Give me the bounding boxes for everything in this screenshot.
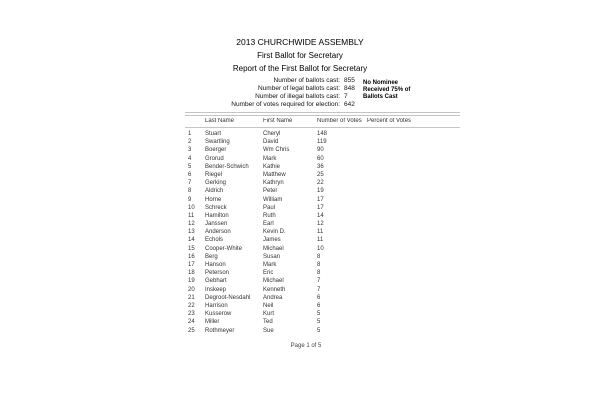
cell-first: William xyxy=(263,196,283,203)
cell-votes: 19 xyxy=(317,188,324,195)
cell-first: Kevin D. xyxy=(263,229,286,236)
table-row xyxy=(185,261,460,269)
column-header-percent-of-votes: Percent of Votes xyxy=(367,118,412,124)
cell-votes: 5 xyxy=(317,319,321,326)
cell-percent xyxy=(367,228,460,236)
cell-percent xyxy=(367,277,460,285)
column-header-rank xyxy=(185,118,205,124)
cell-last: Bender-Schwich xyxy=(205,163,249,170)
note-line: No Nominee xyxy=(363,80,399,86)
cell-rank: 23 xyxy=(188,311,195,318)
note-line: Ballots Cast xyxy=(363,93,398,100)
cell-last: Hamilton xyxy=(205,212,229,219)
no-nominee-note xyxy=(363,80,433,100)
table-row xyxy=(185,327,460,335)
cell-rank: 14 xyxy=(188,237,195,244)
cell-percent xyxy=(367,187,460,195)
cell-first: Peter xyxy=(263,188,278,195)
cell-first: Ruth xyxy=(263,212,276,219)
cell-percent xyxy=(367,318,460,326)
cell-votes: 8 xyxy=(317,253,321,260)
cell-rank: 2 xyxy=(188,139,192,146)
cell-rank: 4 xyxy=(188,155,192,162)
cell-last: Hanson xyxy=(205,262,226,268)
table-row xyxy=(185,138,460,146)
cell-last: Berg xyxy=(205,253,218,260)
cell-rank: 21 xyxy=(188,294,195,301)
cell-last: Harrison xyxy=(205,302,228,309)
cell-first: Kathryn xyxy=(263,180,284,187)
assembly-title: 2013 CHURCHWIDE ASSEMBLY xyxy=(236,37,364,47)
cell-rank: 22 xyxy=(188,302,195,309)
cell-percent xyxy=(367,269,460,277)
table-row xyxy=(185,269,460,277)
note-line: Received 75% of xyxy=(363,86,411,93)
cell-first: James xyxy=(263,237,281,244)
cell-votes: 17 xyxy=(317,204,324,211)
stat-label-votes-required: Number of votes required for election: xyxy=(231,101,340,108)
table-body xyxy=(185,130,460,335)
cell-last: Gerking xyxy=(205,180,227,187)
table-row xyxy=(185,302,460,310)
cell-votes: 11 xyxy=(317,237,324,244)
cell-last: Rothmeyer xyxy=(205,327,235,334)
cell-rank: 13 xyxy=(188,229,195,236)
cell-votes: 10 xyxy=(317,245,324,252)
cell-first: Cheryl xyxy=(263,131,281,137)
cell-percent xyxy=(367,212,460,220)
cell-first: Paul xyxy=(263,204,276,211)
cell-first: Michael xyxy=(263,278,284,285)
cell-last: Inskeep xyxy=(205,286,227,293)
table-row xyxy=(185,130,460,138)
stat-value-legal-ballots: 848 xyxy=(344,85,355,92)
cell-last: Kusserow xyxy=(205,311,232,318)
cell-votes: 7 xyxy=(317,286,321,293)
ballot-statistics xyxy=(0,77,355,109)
cell-last: Peterson xyxy=(205,270,230,277)
cell-votes: 6 xyxy=(317,294,321,301)
cell-votes: 36 xyxy=(317,163,324,170)
cell-last: Gebhart xyxy=(205,278,227,285)
cell-votes: 8 xyxy=(317,270,321,277)
cell-rank: 6 xyxy=(188,171,192,178)
cell-last: Aldrich xyxy=(205,188,224,195)
cell-percent xyxy=(367,245,460,253)
cell-votes: 14 xyxy=(317,212,324,219)
cell-rank: 1 xyxy=(188,131,192,137)
stat-label-illegal-ballots: Number of illegal ballots cast: xyxy=(255,93,340,100)
cell-first: Kurt xyxy=(263,311,275,318)
cell-last: Riegel xyxy=(205,171,223,178)
ballot-title: First Ballot for Secretary xyxy=(257,51,343,60)
table-row xyxy=(185,146,460,154)
stat-label-legal-ballots: Number of legal ballots cast: xyxy=(257,85,340,92)
table-row xyxy=(185,171,460,179)
cell-percent xyxy=(367,179,460,187)
cell-votes: 148 xyxy=(317,131,328,137)
cell-rank: 12 xyxy=(188,221,195,228)
cell-rank: 15 xyxy=(188,245,195,252)
cell-rank: 5 xyxy=(188,163,192,170)
cell-votes: 90 xyxy=(317,147,324,154)
cell-percent xyxy=(367,310,460,318)
cell-last: Anderson xyxy=(205,229,231,236)
cell-percent xyxy=(367,146,460,154)
table-row xyxy=(185,196,460,204)
cell-last: Horne xyxy=(205,196,222,203)
cell-first: Michael xyxy=(263,245,284,252)
ballot-results-table xyxy=(185,112,460,335)
cell-votes: 5 xyxy=(317,327,321,334)
cell-percent xyxy=(367,302,460,310)
table-row xyxy=(185,236,460,244)
cell-first: David xyxy=(263,139,279,146)
table-row xyxy=(185,220,460,228)
cell-rank: 7 xyxy=(188,180,192,187)
column-header-last-name: Last Name xyxy=(205,118,235,124)
cell-rank: 18 xyxy=(188,270,195,277)
stat-value-illegal-ballots: 7 xyxy=(344,93,348,100)
table-row xyxy=(185,187,460,195)
cell-first: Wm Chris xyxy=(263,147,290,154)
cell-first: Susan xyxy=(263,253,281,260)
stat-value-votes-required: 642 xyxy=(344,101,355,108)
cell-first: Andrea xyxy=(263,294,283,301)
cell-rank: 11 xyxy=(188,212,195,219)
cell-last: Cooper-White xyxy=(205,245,243,252)
cell-percent xyxy=(367,294,460,302)
cell-percent xyxy=(367,196,460,204)
cell-votes: 17 xyxy=(317,196,324,203)
table-row xyxy=(185,277,460,285)
document-title-block xyxy=(0,36,600,75)
column-header-first-name: First Name xyxy=(263,118,293,124)
table-row xyxy=(185,318,460,326)
cell-last: Schreck xyxy=(205,204,227,211)
cell-first: Kenneth xyxy=(263,286,286,293)
cell-first: Mark xyxy=(263,155,277,162)
cell-rank: 9 xyxy=(188,196,192,203)
cell-first: Ted xyxy=(263,319,273,326)
table-row xyxy=(185,228,460,236)
cell-last: Degroot-Nesdahl xyxy=(205,294,251,301)
cell-percent xyxy=(367,286,460,294)
cell-votes: 22 xyxy=(317,180,324,187)
cell-rank: 24 xyxy=(188,319,195,326)
table-row xyxy=(185,294,460,302)
cell-last: Grorud xyxy=(205,155,224,162)
cell-percent xyxy=(367,163,460,171)
cell-last: Miller xyxy=(205,319,220,326)
cell-first: Sue xyxy=(263,327,274,334)
column-header-number-of-votes: Number of Votes xyxy=(317,118,362,124)
cell-last: Stuart xyxy=(205,131,222,137)
cell-votes: 25 xyxy=(317,171,324,178)
table-row xyxy=(185,163,460,171)
table-row xyxy=(185,253,460,261)
cell-percent xyxy=(367,236,460,244)
cell-votes: 12 xyxy=(317,221,324,228)
cell-rank: 3 xyxy=(188,147,192,154)
cell-votes: 11 xyxy=(317,229,324,236)
table-row xyxy=(185,155,460,163)
cell-rank: 8 xyxy=(188,188,192,195)
cell-rank: 16 xyxy=(188,253,195,260)
cell-votes: 7 xyxy=(317,278,321,285)
cell-rank: 25 xyxy=(188,327,195,334)
cell-last: Janssen xyxy=(205,221,228,228)
cell-votes: 6 xyxy=(317,302,321,309)
cell-percent xyxy=(367,130,460,138)
cell-first: Earl xyxy=(263,221,274,228)
cell-rank: 20 xyxy=(188,286,195,293)
page-number: Page 1 of 5 xyxy=(290,343,322,349)
cell-votes: 5 xyxy=(317,311,321,318)
cell-first: Eric xyxy=(263,270,274,277)
table-row xyxy=(185,286,460,294)
cell-percent xyxy=(367,220,460,228)
cell-first: Matthew xyxy=(263,171,286,178)
cell-percent xyxy=(367,327,460,335)
table-row xyxy=(185,212,460,220)
cell-percent xyxy=(367,171,460,179)
stat-value-ballots-cast: 855 xyxy=(344,77,355,84)
cell-rank: 19 xyxy=(188,278,195,285)
cell-rank: 10 xyxy=(188,204,195,211)
table-header-row xyxy=(185,116,460,128)
cell-percent xyxy=(367,204,460,212)
table-row xyxy=(185,245,460,253)
cell-first: Kathie xyxy=(263,163,281,170)
table-row xyxy=(185,310,460,318)
cell-last: Swartling xyxy=(205,139,230,146)
cell-first: Neil xyxy=(263,302,274,309)
cell-votes: 8 xyxy=(317,262,321,268)
cell-votes: 60 xyxy=(317,155,324,162)
cell-rank: 17 xyxy=(188,262,195,268)
cell-percent xyxy=(367,155,460,163)
cell-last: Boerger xyxy=(205,147,227,154)
cell-percent xyxy=(367,253,460,261)
table-row xyxy=(185,204,460,212)
cell-percent xyxy=(367,261,460,269)
cell-votes: 119 xyxy=(317,139,327,146)
table-row xyxy=(185,179,460,187)
cell-first: Mark xyxy=(263,262,277,268)
stat-label-ballots-cast: Number of ballots cast: xyxy=(273,77,340,84)
cell-last: Echols xyxy=(205,237,224,244)
report-title: Report of the First Ballot for Secretary xyxy=(232,64,368,73)
cell-percent xyxy=(367,138,460,146)
